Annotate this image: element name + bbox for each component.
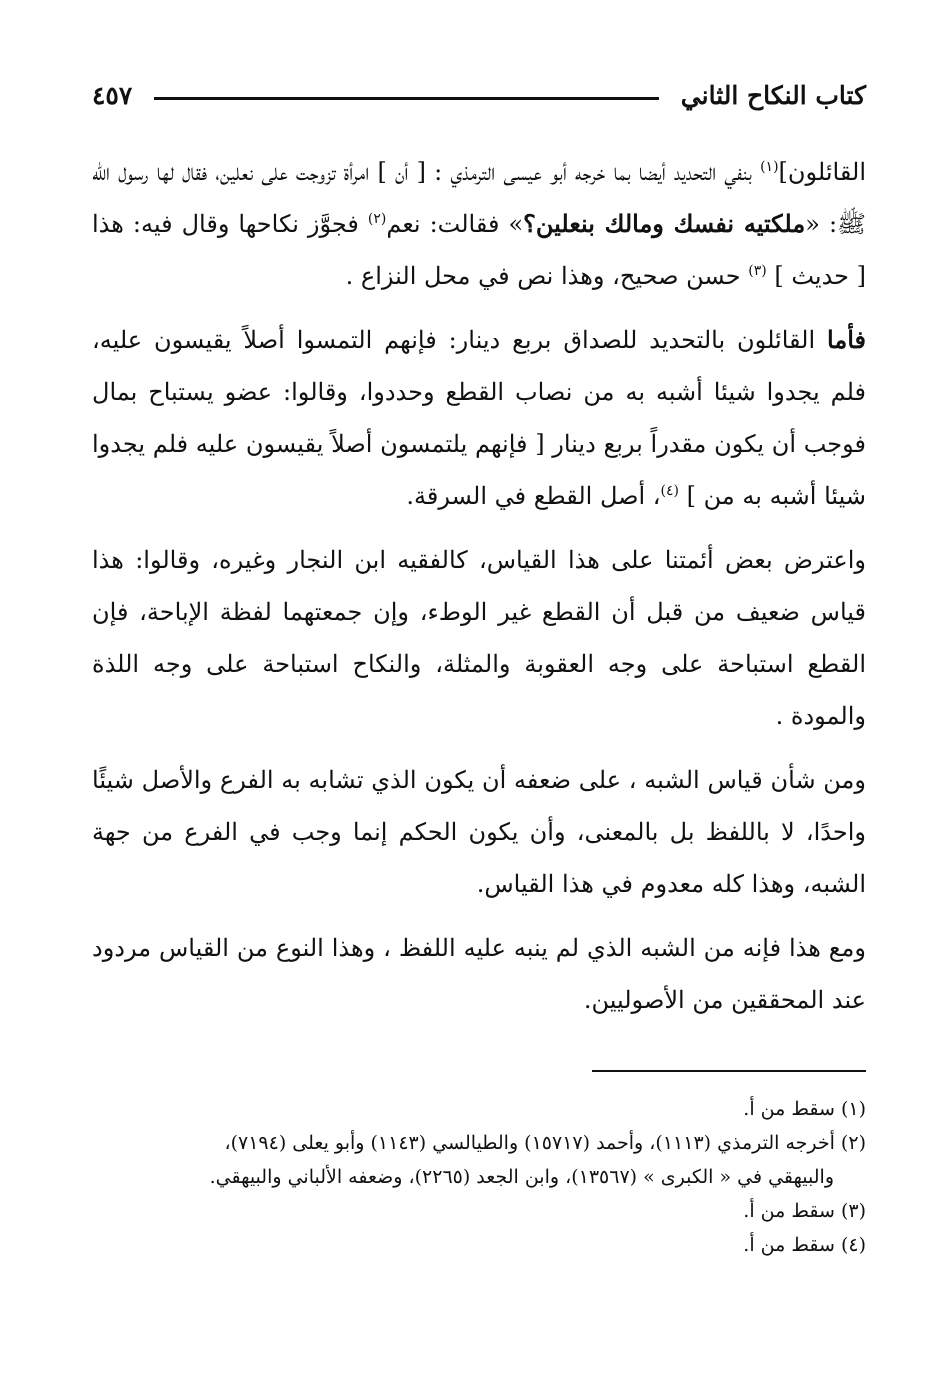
chapter-title: كتاب النكاح الثاني bbox=[680, 80, 866, 110]
footnote-2-continued: والبيهقي في « الكبرى » (١٣٥٦٧)، وابن الجعد (٢٢٦٥)، وضعفه الألباني والبيهقي. bbox=[209, 1166, 834, 1188]
header-rule bbox=[154, 97, 659, 100]
footnote-separator bbox=[592, 1070, 866, 1072]
footnotes bbox=[92, 1092, 866, 1262]
footnote-2: (٢) أخرجه الترمذي (١١١٣)، وأحمد (١٥٧١٧) والطيالسي (١١٤٣) وأبو يعلى (٧١٩٤)، bbox=[224, 1132, 866, 1154]
paragraph-3: واعترض بعض أئمتنا على هذا القياس، كالفقيه ابن النجار وغيره، وقالوا: هذا قياس ضعيف من قبل أن القطع غير الوطء، وإن جمعتهما لفظة الإباحة، فإن القطع استباحة على وجه العقوبة والمثلة، والنكاح استباحة على وجه اللذة والمودة . bbox=[92, 546, 866, 730]
book-page bbox=[92, 70, 866, 1262]
paragraph-5: ومع هذا فإنه من الشبه الذي لم ينبه عليه اللفظ ، وهذا النوع من القياس مردود عند المحققين من الأصوليين. bbox=[92, 934, 866, 1014]
p2-text-1: القائلون بالتحديد للصداق بربع دينار: فإنهم التمسوا أصلاً يقيسون عليه، فلم يجدوا شيئا أشبه به من نصاب القطع وحددوا، وقالوا: عضو يستباح بمال فوجب أن يكون مقدراً بربع دينار [ فإنهم يلتمسون أصلاً يقيسون عليه فلم يجدوا شيئا أشبه به من ] bbox=[92, 326, 866, 510]
paragraph-4: ومن شأن قياس الشبه ، على ضعفه أن يكون الذي تشابه به الفرع والأصل شيئًا واحدًا، لا باللفظ بل بالمعنى، وأن يكون الحكم إنما وجب في الفرع من جهة الشبه، وهذا كله معدوم في هذا القياس. bbox=[92, 766, 866, 898]
page-number: ٤٥٧ bbox=[92, 80, 133, 110]
p1-text-1: القائلون] bbox=[778, 158, 866, 186]
main-text bbox=[92, 146, 866, 1026]
footnote-1: (١) سقط من أ. bbox=[743, 1098, 866, 1120]
paragraph-1 bbox=[92, 146, 866, 302]
p2-lead-word: فأما bbox=[827, 325, 866, 354]
p1-text-4: فجوَّز نكاحها وقال فيه: هذا [ حديث ] bbox=[92, 210, 866, 290]
paragraph-2 bbox=[92, 314, 866, 522]
footnote-ref-4: (٤) bbox=[660, 483, 680, 499]
footnote-ref-1: (١) bbox=[760, 159, 779, 175]
p1-text-3: » فقالت: نعم bbox=[386, 210, 524, 238]
p1-text-5: حسن صحيح، وهذا نص في محل النزاع . bbox=[345, 262, 749, 290]
footnote-ref-2: (٢) bbox=[367, 211, 387, 227]
p2-text-2: ، أصل القطع في السرقة. bbox=[406, 482, 661, 510]
footnote-4: (٤) سقط من أ. bbox=[743, 1234, 866, 1256]
p1-text-2: بنفي التحديد أيضا بما خرجه أبو عيسى الترمذي : [ أن ] امرأة تزوجت على نعلين، فقال لها رسول الله ﷺ: « bbox=[92, 158, 867, 238]
running-header bbox=[92, 70, 866, 120]
footnote-ref-3: (٣) bbox=[748, 263, 767, 279]
hadith-quote: ملكتيه نفسك ومالك بنعلين؟ bbox=[523, 209, 806, 238]
footnote-3: (٣) سقط من أ. bbox=[743, 1200, 866, 1222]
